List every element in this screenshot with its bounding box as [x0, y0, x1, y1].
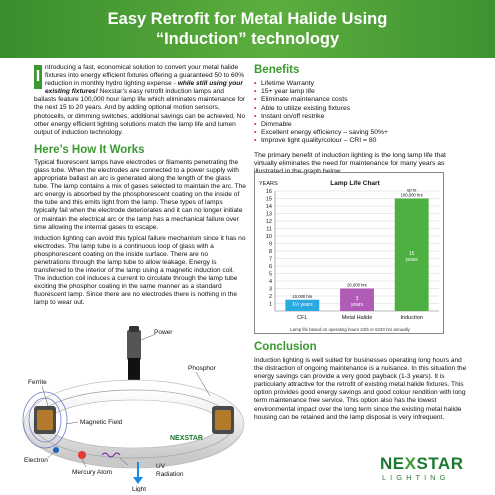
benefits-heading: Benefits [254, 64, 300, 76]
title-banner [0, 0, 495, 58]
lamp-brand-mark: NEXSTAR [170, 435, 203, 442]
label-electron: Electron [24, 457, 48, 464]
how-paragraph-1: Typical fluorescent lamps have electrodes or filaments penetrating the glass tube. When the electrodes are connected to a power supply with appropriate ballast an arc is generated along the length of the glass tube. The lamp contains a mix of gases selected to maintain the arc. The arc energy is absorbed by the phosphorescent coating on the inside of the tube and this emits light from the lamp. These types of lamps typically fail when the electrode deteriorates and it can no longer initiate or maintain the electrical arc or the lamp has a mechanical failure over time allowing the internal gases to escape. [34, 158, 246, 231]
benefit-item: • Eliminate maintenance costs [254, 96, 470, 104]
intro-text-a: ntroducing a fast, economical solution to convert your metal halide fixtures into energy efficient fixtures offering a guaranteed 50 to 60% reduction in monthly hydro lighting expense - [45, 64, 245, 88]
induction-lamp-illustration [20, 322, 250, 492]
label-light: Light [132, 486, 147, 492]
lamp-life-chart-svg [255, 173, 445, 335]
left-column [34, 64, 246, 311]
ferrite-coil-left [34, 406, 56, 434]
chart-hours-label: 20,000 hrs [347, 282, 367, 288]
label-mercury-atom: Mercury Atom [72, 469, 113, 476]
chart-y-tick-label: 11 [266, 226, 272, 233]
chart-y-tick-label: 1 [268, 301, 272, 308]
title-line-2: “Induction” technology [155, 30, 340, 48]
chart-y-tick-label: 10 [265, 234, 272, 240]
chart-title: Lamp Life Chart [330, 180, 380, 187]
drop-cap: I [34, 65, 42, 89]
chart-y-tick-label: 6 [268, 264, 272, 270]
how-paragraph-2: Induction lighting can avoid this typical failure mechanism since it has no electrodes. The lamp tube is a continuous loop of glass with a phosphorescent coating on the inside surface. There are no penetrations through the lamp tube to allow leakage. Energy is transferred to the interior of the lamp using a magnetic induction coil. The induction coil induces a current to circulate through the lamp tube exciting the phosphor coating in the same manner as a standard fluorescent lamp. Since there are no electrodes there is nothing in the lamp to wear out. [34, 234, 246, 307]
ferrite-coil-right [212, 406, 234, 434]
label-ferrite: Ferrite [28, 379, 47, 386]
title-line-1: Easy Retrofit for Metal Halide Using [107, 10, 388, 28]
benefit-item: • Dimmable [254, 121, 470, 129]
power-base [127, 326, 141, 384]
induction-lamp-diagram [20, 322, 250, 492]
mercury-atom-dot [78, 451, 86, 459]
chart-category-label: CFL [297, 315, 308, 321]
label-power: Power [154, 329, 173, 336]
benefit-item: • Excellent energy efficiency – saving 50%+ [254, 129, 470, 137]
chart-y-tick-label: 13 [265, 211, 272, 218]
benefit-item: • Improve light quality/colour – CRI = 80 [254, 137, 470, 145]
nexstar-logo [380, 455, 480, 489]
benefits-list [254, 80, 470, 146]
chart-y-tick-label: 16 [265, 189, 272, 195]
right-column [254, 64, 470, 176]
benefit-item: • 15+ year lamp life [254, 88, 470, 96]
logo-subtitle: LIGHTING [382, 473, 450, 482]
logo-x-mark: X [404, 454, 417, 473]
intro-paragraph [34, 64, 246, 137]
intro-emphasis: while still using your existing fixtures! [45, 80, 243, 96]
chart-bar-value-label: 3 years [350, 295, 364, 308]
chart-y-tick-label: 12 [265, 219, 272, 225]
chart-category-label: Induction [400, 315, 423, 321]
conclusion-paragraph: Induction lighting is well suited for businesses operating long hours and the distraction of ongoing maintenance is a nuisance. In this situation the energy savings can provide a very good payback (1-3 years). It is particularly attractive for the retrofit of existing metal halide fixtures. This option provides good energy savings and good colour rendition with long term maintenance free service. This option also has the lowest environmental impact over the long term since the existing metal halide housing can be retained and the lamp disposal is very infrequent. [254, 357, 467, 421]
chart-hours-label: 10,000 hrs [292, 293, 313, 299]
benefit-item: • Instant on/off restrike [254, 113, 470, 121]
chart-y-tick-label: 7 [268, 256, 272, 263]
benefit-item: • Lifetime Warranty [254, 80, 470, 88]
primary-benefit-paragraph: The primary benefit of induction lighting is the long lamp life that virtually eliminates the need for maintenance for many years as illustrated in the graph below. [254, 151, 446, 176]
chart-y-tick-label: 4 [268, 279, 272, 285]
chart-y-tick-label: 5 [268, 271, 272, 278]
label-phosphor: Phosphor [188, 365, 216, 372]
chart-category-label: Metal Halide [341, 315, 373, 321]
intro-text-b: Nexstar’s easy retrofit induction lamps and ballasts feature 100,000 hour lamp life which eliminates maintenance for the next 15 to 20 years. And by adding optional motion sensors, photocells, or dimming switches, additional savings can be achieved. No other energy efficient lighting solutions match the lamp life and lumen output of induction technology. [34, 88, 246, 136]
chart-bar-value-label: 15 years [405, 250, 418, 263]
lamp-life-chart [254, 172, 444, 334]
chart-y-tick-label: 15 [265, 196, 272, 203]
label-uv-radiation: UV Radiation [156, 463, 184, 478]
chart-y-tick-label: 9 [268, 241, 272, 248]
how-it-works-heading: Here’s How It Works [34, 143, 145, 156]
label-magnetic-field: Magnetic Field [80, 419, 123, 426]
chart-y-tick-label: 8 [268, 249, 272, 255]
lamp-tube [24, 380, 244, 468]
conclusion-heading: Conclusion [254, 341, 317, 353]
chart-bar-value-label: 1½ years [292, 302, 313, 308]
chart-y-axis-label: YEARS [259, 181, 278, 187]
chart-y-tick-label: 3 [268, 286, 272, 293]
chart-y-tick-label: 14 [265, 204, 272, 210]
chart-footnote: Lamp life based on operating hours 24/5 or 6240 hrs annually [290, 327, 410, 332]
logo-wordmark: NEXSTAR [380, 454, 464, 473]
chart-y-tick-label: 2 [268, 294, 272, 300]
benefit-item: • Able to utilize existing fixtures [254, 105, 470, 113]
chart-hours-label: up to 100,000 hrs [400, 187, 423, 198]
